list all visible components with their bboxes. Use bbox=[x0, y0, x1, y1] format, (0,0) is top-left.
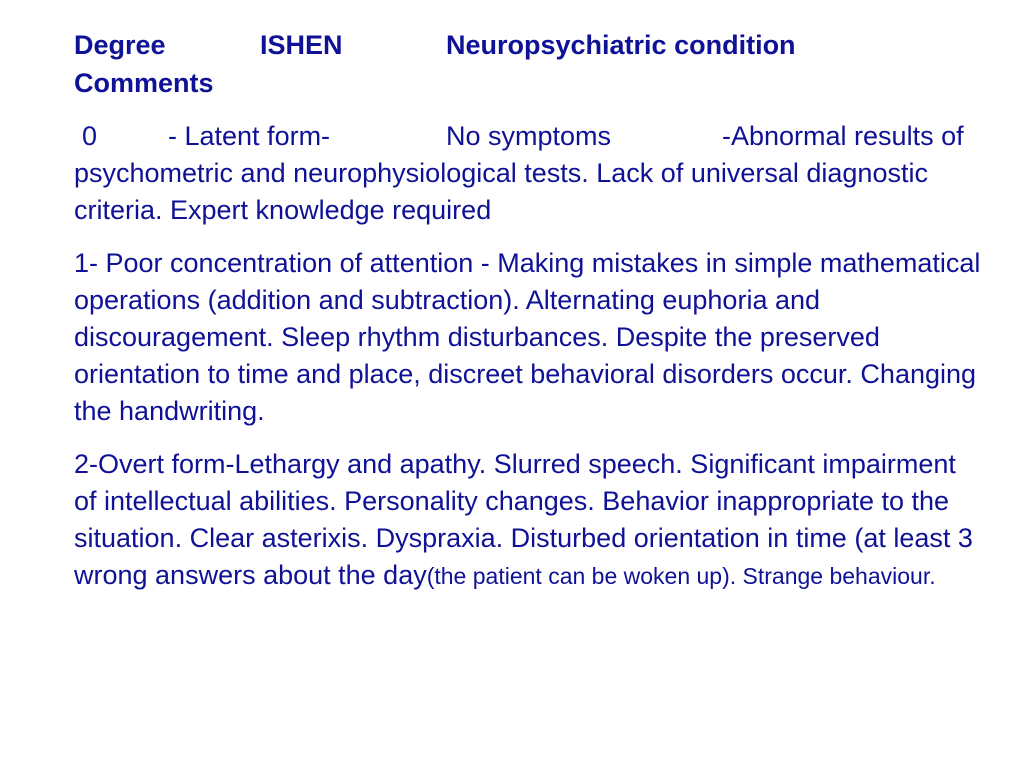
table-header bbox=[74, 26, 984, 102]
degree-2-paragraph bbox=[74, 446, 984, 595]
degree-0-condition: No symptoms bbox=[446, 121, 612, 151]
degree-2-small-text: (the patient can be woken up). Strange behaviour. bbox=[426, 563, 936, 589]
degree-0-number: 0 bbox=[82, 121, 98, 151]
header-degree: Degree bbox=[74, 30, 166, 60]
degree-2-text: 2-Overt form-Lethargy and apathy. Slurred speech. Significant impairment of intellectual abilities. Personality changes. Behavior inappropriate to the situation. Clear asterixis. Dyspraxia. Disturbed orientation in time (at least 3 wrong answers about the day bbox=[74, 449, 973, 590]
header-neuropsychiatric-condition: Neuropsychiatric condition bbox=[446, 30, 796, 60]
degree-0-comment: -Abnormal results of psychometric and neurophysiological tests. Lack of universal diagnostic criteria. Expert knowledge required bbox=[74, 121, 964, 225]
degree-1-paragraph: 1- Poor concentration of attention - Making mistakes in simple mathematical operations (addition and subtraction). Alternating euphoria and discouragement. Sleep rhythm disturbances. Despite the preserved orientation to time and place, discreet behavioral disorders occur. Changing the handwriting. bbox=[74, 248, 981, 426]
header-ishen: ISHEN bbox=[260, 30, 343, 60]
header-comments: Comments bbox=[74, 68, 214, 98]
degree-0-paragraph bbox=[74, 118, 984, 229]
degree-0-form: - Latent form- bbox=[168, 121, 331, 151]
